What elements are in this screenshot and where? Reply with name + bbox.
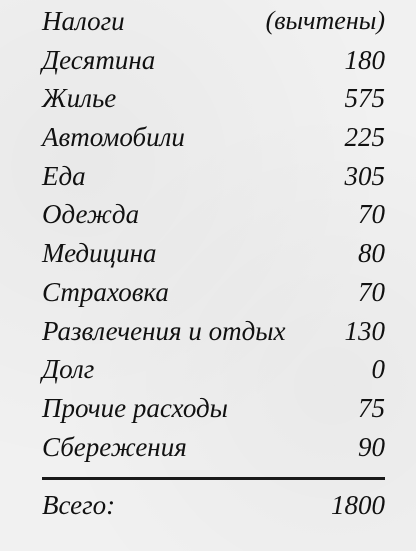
budget-row <box>42 350 385 389</box>
budget-row <box>42 41 385 80</box>
budget-item-label: Медицина <box>42 238 157 269</box>
budget-item-label: Развлечения и отдых <box>42 315 286 346</box>
budget-item-value: 305 <box>344 160 385 191</box>
budget-row <box>42 195 385 234</box>
budget-row <box>42 79 385 118</box>
budget-item-value: 0 <box>371 354 385 385</box>
budget-row <box>42 312 385 351</box>
budget-item-value: 80 <box>358 238 385 269</box>
budget-item-value: 130 <box>344 315 385 346</box>
budget-header-row <box>42 2 385 41</box>
budget-item-value: 180 <box>344 44 385 75</box>
total-value: 1800 <box>331 490 385 520</box>
budget-row <box>42 428 385 467</box>
budget-item-value: 90 <box>358 431 385 462</box>
budget-item-label: Десятина <box>42 44 156 75</box>
budget-row <box>42 273 385 312</box>
budget-row <box>42 118 385 157</box>
total-row <box>42 486 385 525</box>
budget-item-value: 70 <box>358 276 385 307</box>
total-divider <box>42 477 385 480</box>
budget-item-label: Автомобили <box>42 122 185 153</box>
budget-item-value: 575 <box>344 83 385 114</box>
budget-row <box>42 389 385 428</box>
budget-item-value: 75 <box>358 392 385 423</box>
budget-item-label: Страховка <box>42 276 169 307</box>
budget-item-value: 70 <box>358 199 385 230</box>
budget-item-label: Прочие расходы <box>42 392 228 423</box>
taxes-note: (вычтены) <box>265 6 385 35</box>
budget-item-value: 225 <box>344 122 385 153</box>
total-label: Всего: <box>42 490 116 520</box>
budget-item-label: Жилье <box>42 83 117 114</box>
budget-item-label: Долг <box>42 354 95 385</box>
budget-row <box>42 234 385 273</box>
budget-table <box>42 2 385 466</box>
budget-row <box>42 157 385 196</box>
taxes-label: Налоги <box>42 6 125 36</box>
budget-item-label: Еда <box>42 160 86 191</box>
budget-item-label: Сбережения <box>42 431 187 462</box>
budget-item-label: Одежда <box>42 199 140 230</box>
